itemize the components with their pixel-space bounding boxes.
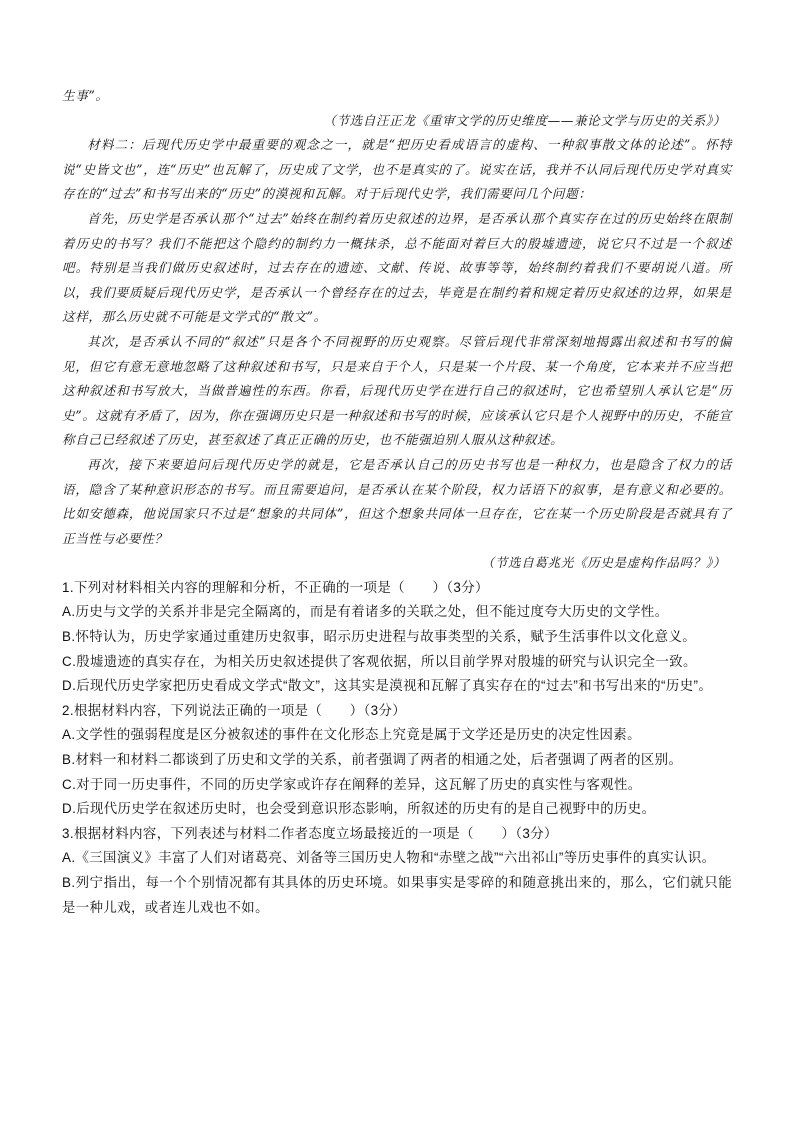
option-d: D.后现代历史学在叙述历史时，也会受到意识形态影响，所叙述的历史有的是自己视野中的历史。 <box>62 801 656 817</box>
option-d: D.后现代历史学家把历史看成文学式“散文”，这其实是漠视和瓦解了真实存在的“过去”和书写出来的“历史”。 <box>62 678 713 694</box>
question-stem: 1.下列对材料相关内容的理解和分析，不正确的一项是（ ）（3分） <box>62 579 489 595</box>
option-b: B.列宁指出，每一个个别情况都有其具体的历史环境。如果事实是零碎的和随意挑出来的，那么，它们就只能是一种儿戏，或者连儿戏也不如。 <box>62 875 732 915</box>
option-c: C.殷墟遗迹的真实存在，为相关历史叙述提供了客观依据，所以目前学界对殷墟的研究与认识完全一致。 <box>62 653 697 669</box>
passage-paragraph-first: 首先，历史学是否承认那个“过去”始终在制约着历史叙述的边界，是否承认那个真实存在过的历史始终在限制着历史的书写？我们不能把这个隐约的制约力一概抹杀，总不能面对着巨大的殷墟遗迹，说它只不过是一个叙述吧。特别是当我们做历史叙述时，过去存在的遗迹、文献、传说、故事等等，始终制约着我们不要胡说八道。所以，我们要质疑后现代历史学，是否承认一个曾经存在的过去，毕竟是在制约着和规定着历史叙述的边界，如果是这样，那么历史就不可能是文学式的“散文”。 <box>62 210 732 325</box>
source-citation-1: （节选自汪正龙《重审文学的历史维度——兼论文学与历史的关系》） <box>323 112 726 128</box>
option-b: B.材料一和材料二都谈到了历史和文学的关系，前者强调了两者的相通之处，后者强调了两者的区别。 <box>62 752 683 768</box>
question-stem: 2.根据材料内容，下列说法正确的一项是（ ）（3分） <box>62 702 407 718</box>
option-a: A.文学性的强弱程度是区分被叙述的事件在文化形态上究竟是属于文学还是历史的决定性因素。 <box>62 727 641 743</box>
material-2-intro: 材料二：后现代历史学中最重要的观念之一，就是“把历史看成语言的虚构、一种叙事散文体的论述”。怀特说“史皆文也”，连“历史”也瓦解了，历史成了文学，也不是真实的了。说实在话，我并不认同后现代历史学对真实存在的“过去”和书写出来的“历史”的漠视和瓦解。对于后现代史学，我们需要问几个问题： <box>62 137 732 202</box>
question-stem: 3.根据材料内容，下列表述与材料二作者态度立场最接近的一项是（ ）（3分） <box>62 825 558 841</box>
question-3 <box>62 822 732 920</box>
source-citation-2: （节选自葛兆光《历史是虚构作品吗？》） <box>481 555 726 571</box>
question-2 <box>62 699 732 822</box>
question-1 <box>62 576 732 699</box>
option-a: A.历史与文学的关系并非是完全隔离的，而是有着诸多的关联之处，但不能过度夸大历史的文学性。 <box>62 604 669 620</box>
reading-passage <box>62 84 732 576</box>
option-c: C.对于同一历史事件，不同的历史学家或许存在阐释的差异，这瓦解了历史的真实性与客观性。 <box>62 776 642 792</box>
question-list <box>62 576 732 920</box>
passage-paragraph-second: 其次，是否承认不同的“叙述”只是各个不同视野的历史观察。尽管后现代非常深刻地揭露出叙述和书写的偏见，但它有意无意地忽略了这种叙述和书写，只是来自于个人，只是某一个片段、某一个角度，它本来并不应当把这种叙述和书写放大，当做普遍性的东西。你看，后现代历史学在进行自己的叙述时，它也希望别人承认它是“历史”。这就有矛盾了，因为，你在强调历史只是一种叙述和书写的时候，应该承认它只是个人视野中的历史，不能宣称自己已经叙述了历史，甚至叙述了真正正确的历史，也不能强迫别人服从这种叙述。 <box>62 333 732 448</box>
exam-page <box>62 84 732 920</box>
option-b: B.怀特认为，历史学家通过重建历史叙事，昭示历史进程与故事类型的关系，赋予生活事件以文化意义。 <box>62 629 697 645</box>
passage-paragraph-third: 再次，接下来要追问后现代历史学的就是，它是否承认自己的历史书写也是一种权力，也是隐含了权力的话语，隐含了某种意识形态的书写。而且需要追问，是否承认在某个阶段，权力话语下的叙事，是有意义和必要的。比如安德森，他说国家只不过是“想象的共同体”，但这个想象共同体一旦存在，它在某一个历史阶段是否就具有了正当性与必要性？ <box>62 456 732 546</box>
passage-lead-line: 生事”。 <box>62 88 109 103</box>
option-a: A.《三国演义》丰富了人们对诸葛亮、刘备等三国历史人物和“赤壁之战”“六出祁山”等历史事件的真实认识。 <box>62 850 716 866</box>
